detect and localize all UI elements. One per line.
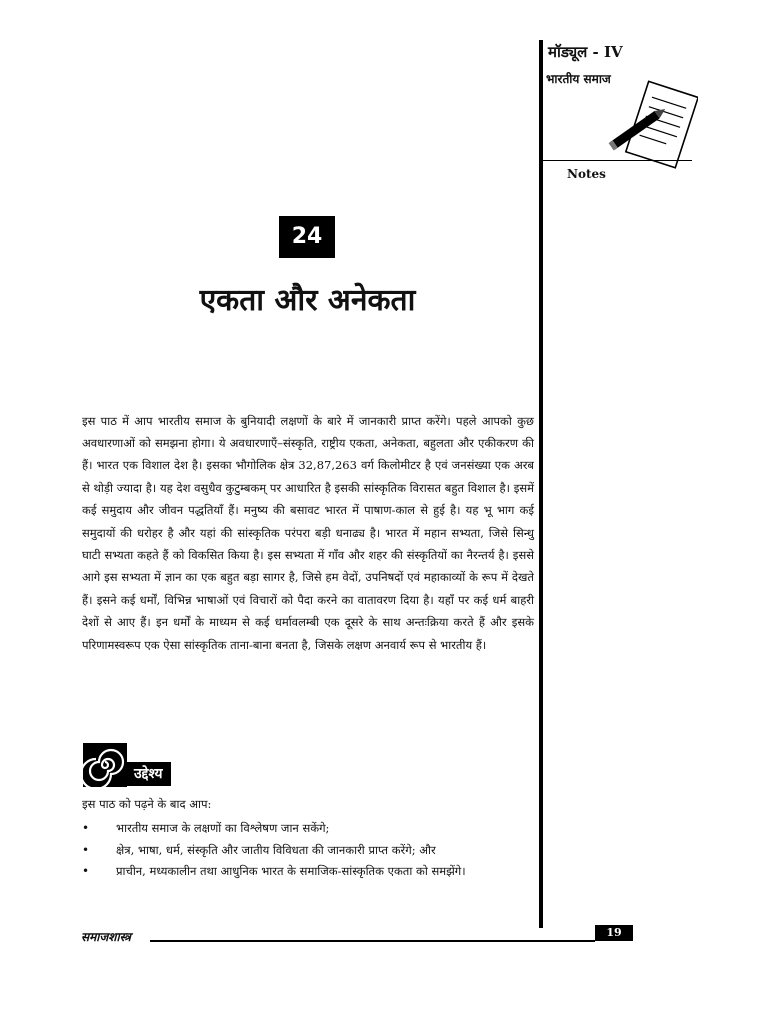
margin-divider bbox=[539, 40, 543, 928]
spiral-icon bbox=[83, 743, 127, 787]
module-label: मॉड्यूल - IV bbox=[548, 43, 623, 61]
objective-text: क्षेत्र, भाषा, धर्म, संस्कृति और जातीय विविधता की जानकारी प्राप्त करेंगे; और bbox=[116, 842, 436, 857]
objectives-list bbox=[82, 818, 538, 883]
bullet: • bbox=[82, 821, 90, 835]
module-subtitle: भारतीय समाज bbox=[546, 72, 611, 86]
chapter-number: 24 bbox=[279, 216, 335, 258]
objectives-intro: इस पाठ को पढ़ने के बाद आप: bbox=[82, 797, 212, 811]
intro-paragraph: इस पाठ में आप भारतीय समाज के बुनियादी लक्षणों के बारे में जानकारी प्राप्त करेंगे। पहले आपको कुछ अवधारणाओं को समझना होगा। ये अवधारणाएँ–संस्कृति, राष्ट्रीय एकता, अनेकता, बहुलता और एकीकरण की हैं। भारत एक विशाल देश है। इसका भौगोलिक क्षेत्र 32,87,263 वर्ग किलोमीटर है एवं जनसंख्या एक अरब से थोड़ी ज्यादा है। यह देश वसुधैव कुटुम्बकम् पर आधारित है इसकी सांस्कृतिक विरासत बहुत विशाल है। इसमें कई समुदाय और जीवन पद्धतियाँ हैं। मनुष्य की बसावट भारत में पाषाण-काल से हुई है। यह भू भाग कई समुदायों की धरोहर है और यहां की सांस्कृतिक परंपरा बड़ी धनाढ्य है। भारत में महान सभ्यता, जिसे सिन्धु घाटी सभ्यता कहते हैं को विकसित किया है। इस सभ्यता में गाँव और शहर की संस्कृतियों का नैरन्तर्य है। इससे आगे इस सभ्यता में ज्ञान का एक बहुत बड़ा सागर है, जिसे हम वेदों, उपनिषदों एवं महाकाव्यों के रूप में देखते हैं। इसने कई धर्मों, विभिन्न भाषाओं एवं विचारों को पैदा करने का वातावरण दिया है। यहाँ पर कई धर्म बाहरी देशों से आए हैं। इन धर्मों के माध्यम से कई धर्मावलम्बी एक दूसरे के साथ अन्तःक्रिया करते हैं और इसके परिणामस्वरूप एक ऐसा सांस्कृतिक ताना-बाना बनता है, जिसके लक्षण अनवार्य रूप से भारतीय हैं। bbox=[82, 413, 534, 652]
notes-divider bbox=[542, 160, 692, 161]
objectives-heading: उद्देश्य bbox=[126, 762, 171, 786]
chapter-title: एकता और अनेकता bbox=[199, 283, 416, 318]
objective-text: भारतीय समाज के लक्षणों का विश्लेषण जान सकेंगे; bbox=[116, 821, 330, 835]
objective-text: प्राचीन, मध्यकालीन तथा आधुनिक भारत के समाजिक-सांस्कृतिक एकता को समझेंगे। bbox=[116, 864, 466, 878]
notes-label: Notes bbox=[567, 167, 606, 181]
footer-subject: समाजशास्त्र bbox=[81, 930, 131, 944]
notepad-pencil-icon bbox=[606, 80, 698, 180]
bullet: • bbox=[82, 864, 90, 878]
list-item bbox=[82, 818, 538, 840]
page-number: 19 bbox=[595, 925, 633, 941]
bullet: • bbox=[82, 842, 90, 857]
footer-divider bbox=[150, 940, 595, 942]
list-item bbox=[82, 840, 538, 862]
list-item bbox=[82, 861, 538, 883]
